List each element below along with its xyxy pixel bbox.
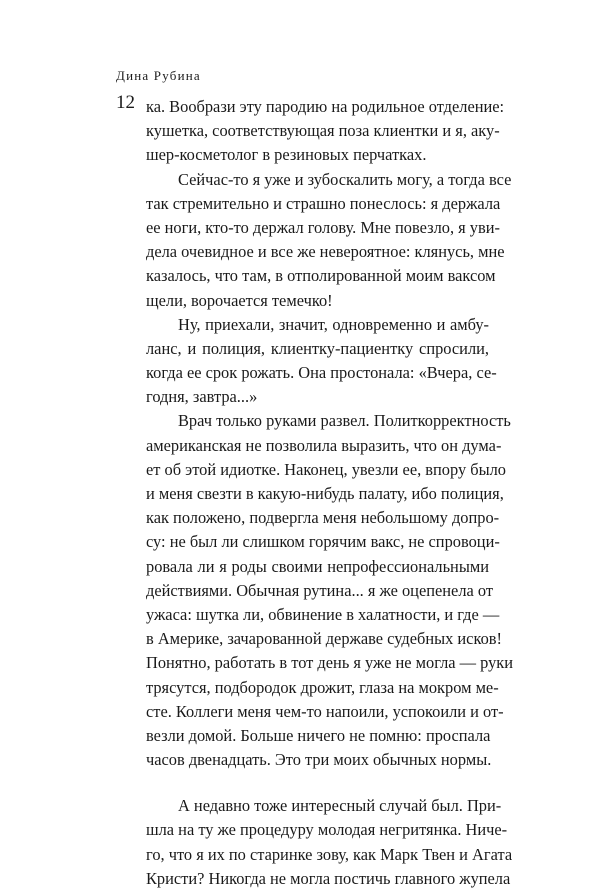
text-line: действиями. Обычная рутина... я же оцепенела от: [146, 580, 494, 600]
text-line: сте. Коллеги меня чем-то напоили, успокоили и от-: [146, 701, 504, 721]
text-line: го, что я их по старинке зову, как Марк Твен и Агата: [146, 844, 513, 864]
text-line: су: не был ли слишком горячим вакс, не спровоци-: [146, 532, 500, 552]
text-line: Ну, приехали, значит, одновременно и амбу-: [178, 314, 489, 334]
text-line: ее ноги, кто-то держал голову. Мне повезло, я уви-: [146, 217, 500, 237]
text-line: А недавно тоже интересный случай был. При-: [178, 796, 502, 816]
running-head-author: Дина Рубина: [116, 68, 201, 83]
text-line: казалось, что там, в отполированной моим ваксом: [146, 266, 496, 286]
text-line: Понятно, работать в тот день я уже не могла — руки: [146, 653, 514, 673]
text-line: дела очевидное и все же невероятное: клянусь, мне: [146, 242, 505, 262]
text-line: Кристи? Никогда не могла постичь главного жупела: [146, 868, 511, 888]
section-break: [146, 772, 489, 794]
text-line: ет об этой идиотке. Наконец, увезли ее, впору было: [146, 459, 507, 479]
body-text: [146, 95, 514, 891]
paragraph: [146, 313, 497, 410]
text-line: трясутся, подбородок дрожит, глаза на мокром ме-: [146, 677, 499, 697]
text-line: Сейчас-то я уже и зубоскалить могу, а тогда все: [178, 169, 512, 189]
text-line: как положено, подвергла меня небольшому допро-: [146, 508, 500, 528]
page-number: 12: [116, 92, 135, 113]
text-line: когда ее срок рожать. Она простонала: «Вчера, се-: [146, 363, 497, 383]
paragraph: [146, 409, 514, 772]
text-line: щели, ворочается темечко!: [146, 290, 333, 310]
text-line: шла на ту же процедуру молодая негритянка. Ниче-: [146, 820, 508, 840]
text-line: ужаса: шутка ли, обвинение в халатности, и где —: [146, 604, 500, 624]
text-line: везли домой. Больше ничего не помню: проспала: [146, 725, 491, 745]
text-line: шер-косметолог в резиновых перчатках.: [146, 145, 427, 165]
text-line: Врач только руками развел. Политкорректность: [178, 411, 511, 431]
text-line: в Америке, зачарованной державе судебных исков!: [146, 629, 502, 649]
text-line: кушетка, соответствующая поза клиентки и я, аку-: [146, 121, 500, 141]
text-line: так стремительно и страшно понеслось: я держала: [146, 193, 501, 213]
text-line: ка. Вообрази эту пародию на родильное отделение:: [146, 97, 505, 116]
paragraph: [146, 168, 512, 313]
text-line: ровала ли я роды своими непрофессиональными: [146, 556, 489, 576]
paragraph: [146, 95, 505, 168]
text-line: часов двенадцать. Это три моих обычных нормы.: [146, 750, 492, 770]
text-line: и меня свезти в какую-нибудь палату, ибо полиция,: [146, 484, 504, 503]
paragraph: [146, 794, 513, 891]
text-line: американская не позволила выразить, что он дума-: [146, 435, 502, 455]
text-line: ланс, и полиция, клиентку-пациентку спросили,: [146, 338, 489, 358]
text-line: годня, завтра...»: [146, 387, 258, 407]
